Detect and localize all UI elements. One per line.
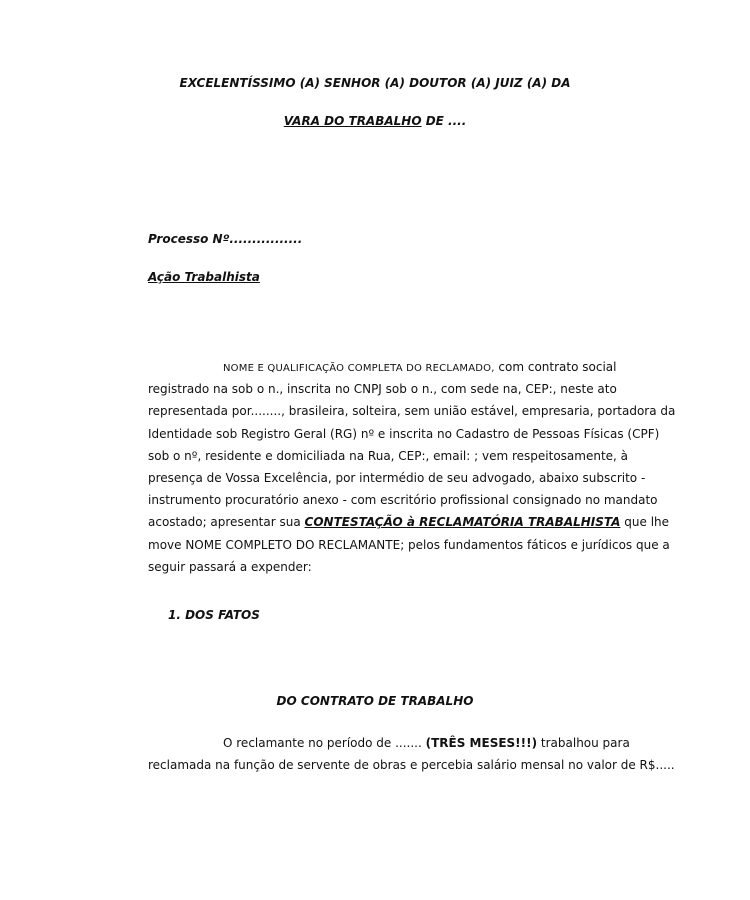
contestacao-title: CONTESTAÇÃO à RECLAMATÓRIA TRABALHISTA (304, 515, 621, 530)
contract-line-2: reclamada na função de servente de obras e percebia salário mensal no valor de R$..... (148, 758, 675, 773)
court-address-line-1: EXCELENTÍSSIMO (A) SENHOR (A) DOUTOR (A) JUIZ (A) DA (179, 76, 571, 90)
intro-line-8: acostado; apresentar sua CONTESTAÇÃO à RECLAMATÓRIA TRABALHISTA que lhe (148, 515, 670, 530)
intro-line-10: seguir passará a expender: (148, 559, 312, 574)
contract-line-1: O reclamante no período de ....... (TRÊS MESES!!!) trabalhou para (223, 736, 630, 750)
court-name: VARA DO TRABALHO (283, 114, 422, 128)
contract-duration: (TRÊS MESES!!!) (425, 736, 538, 750)
intro-line-3: representada por........, brasileira, solteira, sem união estável, empresaria, portadora da (148, 404, 676, 419)
intro-line-4: Identidade sob Registro Geral (RG) nº e inscrita no Cadastro de Pessoas Físicas (CPF) (148, 426, 660, 441)
court-address-line-2 (0, 114, 750, 128)
process-number: Processo Nº................ (148, 232, 303, 246)
intro-paragraph (148, 356, 676, 578)
intro-line-1: NOME E QUALIFICAÇÃO COMPLETA DO RECLAMADO, com contrato social (223, 360, 617, 374)
intro-line-2: registrado na sob o n., inscrita no CNPJ sob o n., com sede na, CEP:, neste ato (148, 382, 617, 397)
contract-paragraph (148, 732, 675, 776)
intro-line-6: presença de Vossa Excelência, por intermédio de seu advogado, abaixo subscrito - (148, 470, 646, 485)
defendant-qualification: NOME E QUALIFICAÇÃO COMPLETA DO RECLAMADO, (223, 363, 495, 374)
intro-line-7: instrumento procuratório anexo - com escritório profissional consignado no mandato (148, 493, 658, 508)
action-type: Ação Trabalhista (148, 270, 260, 284)
court-location: DE .... (421, 114, 467, 128)
intro-line-9: move NOME COMPLETO DO RECLAMANTE; pelos fundamentos fáticos e jurídicos que a (148, 537, 670, 552)
subsection-heading-contract: DO CONTRATO DE TRABALHO (276, 694, 474, 708)
intro-line-5: sob o nº, residente e domiciliada na Rua, CEP:, email: ; vem respeitosamente, à (148, 448, 629, 463)
section-heading-facts: 1. DOS FATOS (168, 608, 260, 622)
